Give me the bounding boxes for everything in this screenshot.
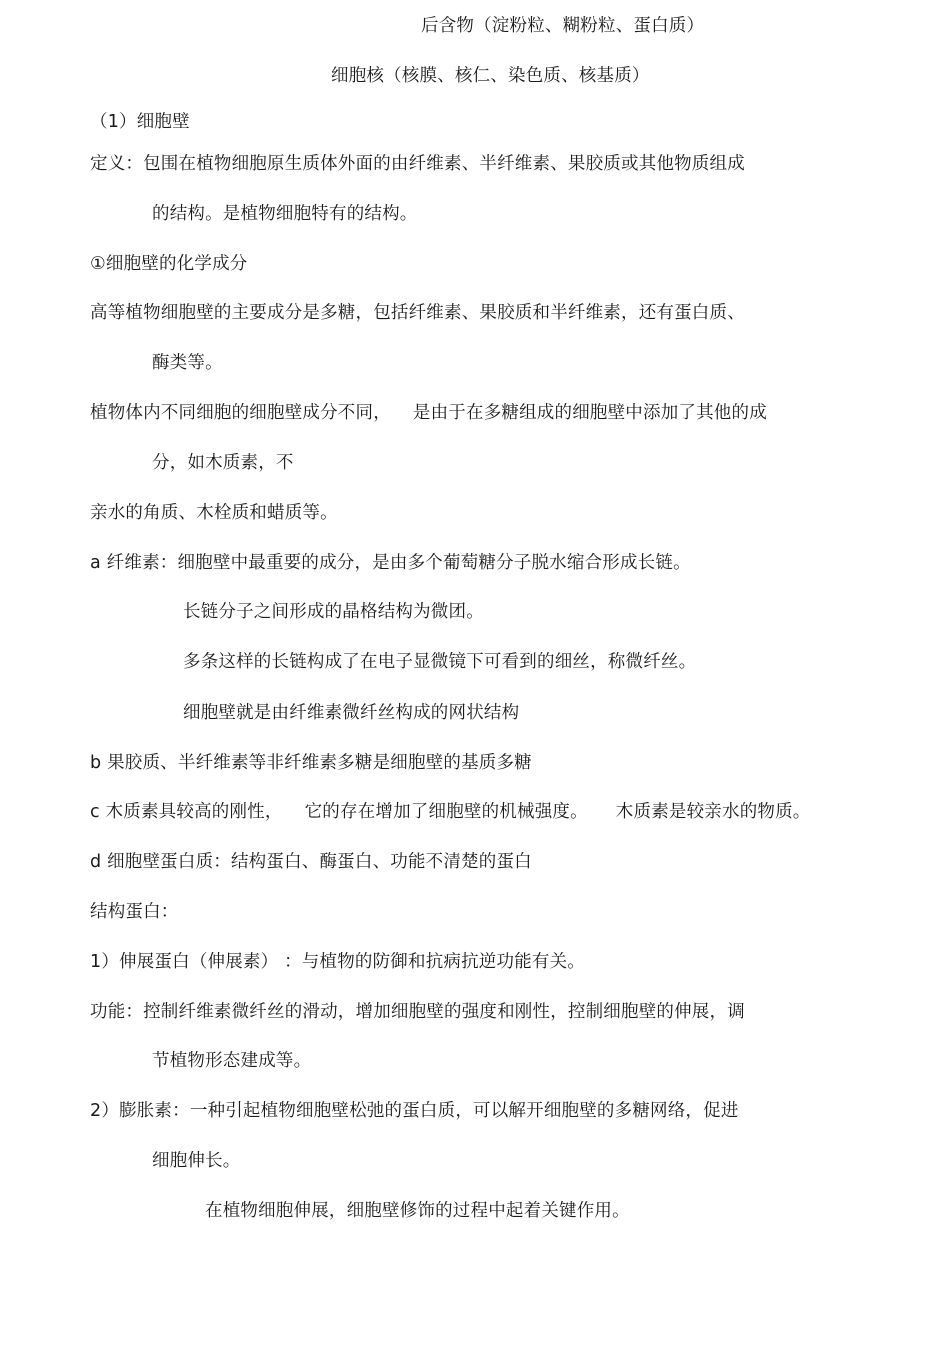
line-inclusions: 后含物（淀粉粒、糊粉粒、蛋白质）: [421, 16, 705, 36]
variation-line-3: 亲水的角质、木栓质和蜡质等。: [90, 503, 338, 523]
expansin-line-3: 在植物细胞伸展，细胞壁修饰的过程中起着关键作用。: [205, 1201, 630, 1221]
subheading-chemical-composition: ①细胞壁的化学成分: [90, 254, 248, 274]
cellulose-line-4: 细胞壁就是由纤维素微纤丝构成的网状结构: [183, 703, 520, 723]
function-line-2: 节植物形态建成等。: [152, 1051, 312, 1071]
lignin-line-b: 它的存在增加了细胞壁的机械强度。: [304, 802, 588, 822]
cellulose-line-1: a 纤维素：细胞壁中最重要的成分，是由多个葡萄糖分子脱水缩合形成长链。: [90, 553, 691, 573]
extensin-line: 1）伸展蛋白（伸展素） ：与植物的防御和抗病抗逆功能有关。: [90, 952, 585, 972]
variation-line-1a: 植物体内不同细胞的细胞壁成分不同，: [90, 403, 391, 423]
expansin-line-1: 2）膨胀素：一种引起植物细胞壁松弛的蛋白质，可以解开细胞壁的多糖网络，促进: [90, 1101, 739, 1121]
variation-line-1: [90, 401, 767, 425]
definition-line-1: 定义：包围在植物细胞原生质体外面的由纤维素、半纤维素、果胶质或其他物质组成: [90, 154, 745, 174]
structural-protein-heading: 结构蛋白：: [90, 902, 179, 922]
protein-line: d 细胞壁蛋白质：结构蛋白、酶蛋白、功能不清楚的蛋白: [90, 852, 532, 872]
cellulose-line-3: 多条这样的长链构成了在电子显微镜下可看到的细丝，称微纤丝。: [183, 652, 697, 672]
lignin-line-a: c 木质素具较高的刚性，: [90, 802, 283, 822]
variation-line-2: 分，如木质素，不: [152, 453, 294, 473]
line-nucleus: 细胞核（核膜、核仁、染色质、核基质）: [331, 66, 650, 86]
function-line-1: 功能：控制纤维素微纤丝的滑动，增加细胞壁的强度和刚性，控制细胞壁的伸展，调: [90, 1002, 745, 1022]
definition-line-2: 的结构。是植物细胞特有的结构。: [152, 204, 418, 224]
composition-line-1: 高等植物细胞壁的主要成分是多糖，包括纤维素、果胶质和半纤维素，还有蛋白质、: [90, 303, 745, 323]
lignin-line: [90, 800, 811, 824]
cellulose-line-2: 长链分子之间形成的晶格结构为微团。: [183, 602, 484, 622]
composition-line-2: 酶类等。: [152, 353, 223, 373]
variation-line-1b: 是由于在多糖组成的细胞壁中添加了其他的成: [412, 403, 767, 423]
section-heading-cell-wall: （1）细胞壁: [90, 112, 190, 132]
lignin-line-c: 木质素是较亲水的物质。: [615, 802, 811, 822]
pectin-line: b 果胶质、半纤维素等非纤维素多糖是细胞壁的基质多糖: [90, 753, 532, 773]
expansin-line-2: 细胞伸长。: [152, 1151, 241, 1171]
